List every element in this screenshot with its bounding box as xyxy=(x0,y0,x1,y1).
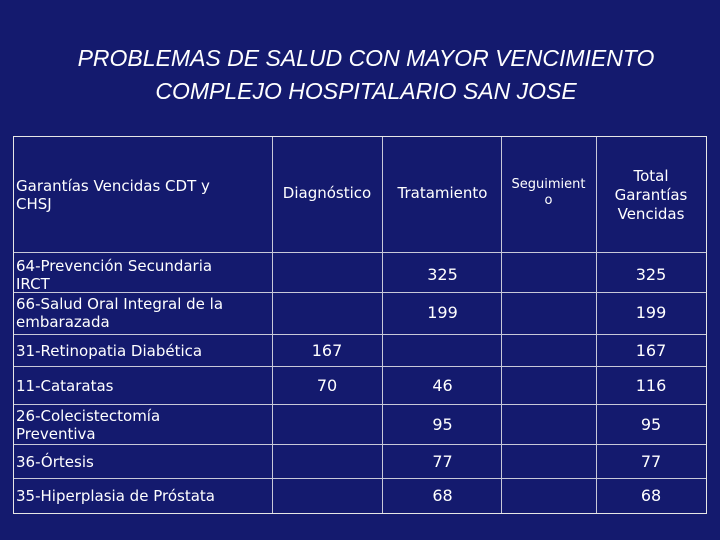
title-line-1: PROBLEMAS DE SALUD CON MAYOR VENCIMIENTO xyxy=(77,45,655,71)
table-row-label: 36-Órtesis xyxy=(16,452,94,471)
cell-total: 167 xyxy=(635,340,667,360)
cell-tratamiento: 46 xyxy=(432,375,453,395)
cell-diagnostico: 70 xyxy=(316,375,338,395)
cell-diagnostico xyxy=(272,479,382,513)
cell-seguimiento xyxy=(501,257,596,293)
cell-diagnostico xyxy=(272,445,382,478)
header-seguimiento xyxy=(501,177,596,209)
header-garantias-line2: CHSJ xyxy=(16,195,52,213)
table-row-label: 31-Retinopatia Diabética xyxy=(16,341,203,360)
cell-diagnostico: 167 xyxy=(311,340,343,360)
slide-title xyxy=(0,42,720,108)
cell-total: 95 xyxy=(640,414,662,434)
table-row-label: 11-Cataratas xyxy=(16,376,114,395)
cell-total: 77 xyxy=(640,451,662,471)
cell-tratamiento: 199 xyxy=(427,303,458,322)
cell-seguimiento xyxy=(501,335,596,366)
row-label-line1: 66-Salud Oral Integral de la xyxy=(16,295,224,313)
table-row-label xyxy=(16,257,272,293)
cell-tratamiento: 68 xyxy=(432,486,453,505)
table-row-label xyxy=(16,405,272,444)
col-divider xyxy=(382,137,383,513)
garantias-table xyxy=(13,136,707,514)
cell-seguimiento xyxy=(501,293,596,333)
cell-tratamiento xyxy=(384,335,501,366)
header-seguimiento-line2: o xyxy=(544,193,553,208)
cell-diagnostico xyxy=(272,293,382,333)
header-seguimiento-line1: Seguimient xyxy=(511,177,586,192)
table-row-label xyxy=(16,293,272,333)
cell-seguimiento xyxy=(501,405,596,444)
row-label-line2: IRCT xyxy=(16,275,50,293)
cell-seguimiento xyxy=(501,445,596,478)
header-garantias-line1: Garantías Vencidas CDT y xyxy=(16,177,210,195)
cell-seguimiento xyxy=(501,479,596,513)
header-garantias xyxy=(16,177,272,213)
cell-diagnostico xyxy=(272,257,382,293)
cell-seguimiento xyxy=(501,367,596,404)
header-diagnostico: Diagnóstico xyxy=(282,184,372,202)
row-label-line1: 26-Colecistectomía xyxy=(16,406,161,425)
cell-tratamiento: 325 xyxy=(427,265,458,284)
header-total-line1: Total xyxy=(633,166,669,185)
header-total-line3: Vencidas xyxy=(617,204,685,223)
header-total-line2: Garantías xyxy=(614,185,688,204)
title-line-2: COMPLEJO HOSPITALARIO SAN JOSE xyxy=(155,78,577,104)
header-total xyxy=(596,165,706,225)
cell-total: 325 xyxy=(635,265,667,284)
cell-total: 116 xyxy=(635,375,667,395)
header-tratamiento: Tratamiento xyxy=(397,184,488,202)
row-label-line2: embarazada xyxy=(16,313,110,331)
cell-tratamiento: 95 xyxy=(432,414,453,434)
cell-tratamiento: 77 xyxy=(432,451,453,471)
cell-diagnostico xyxy=(272,405,382,444)
row-divider xyxy=(14,252,706,253)
cell-total: 199 xyxy=(635,303,667,322)
row-label-line1: 64-Prevención Secundaria xyxy=(16,257,213,275)
table-row-label: 35-Hiperplasia de Próstata xyxy=(16,487,215,505)
cell-total: 68 xyxy=(640,486,662,505)
row-label-line2: Preventiva xyxy=(16,424,96,443)
